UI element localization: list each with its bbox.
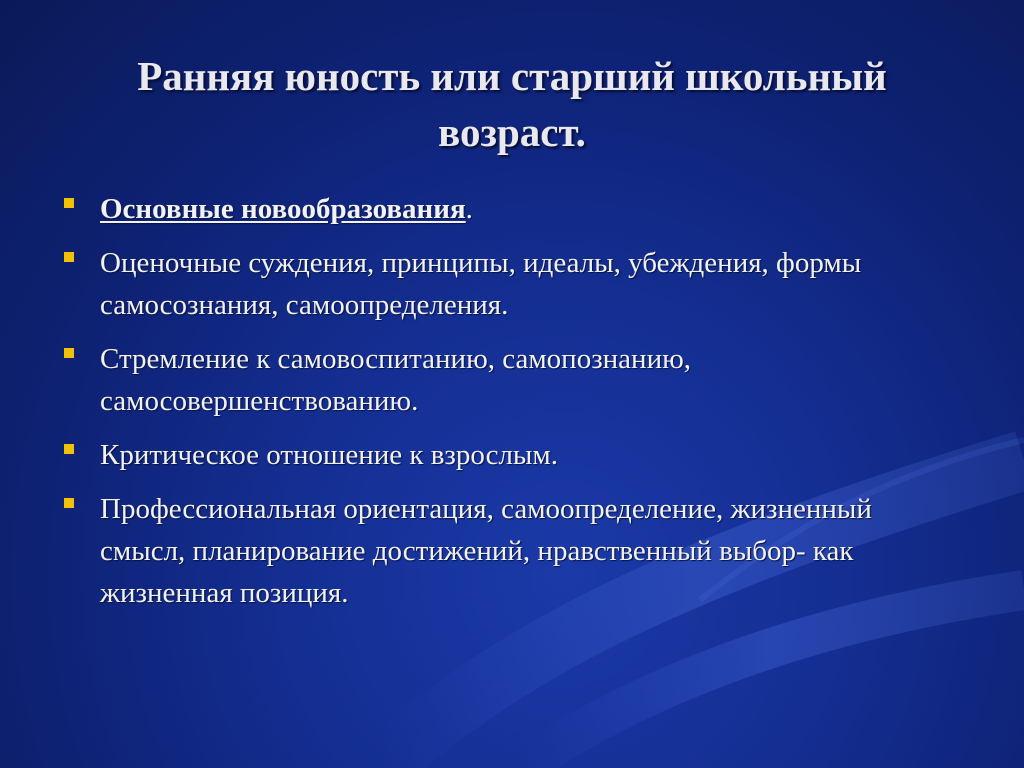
bullet-text: Критическое отношение к взрослым. [100,439,559,471]
bullet-item [62,434,942,476]
square-bullet-icon [64,252,74,262]
bullet-list [62,188,942,626]
square-bullet-icon [64,348,74,358]
bullet-text: Профессиональная ориентация, самоопределение, жизненный смысл, планирование достижений, нравственный выбор- как жизненная позиция. [100,493,872,609]
bullet-bold-text: Основные новообразования [100,193,466,225]
bullet-text: Оценочные суждения, принципы, идеалы, убеждения, формы самосознания, самоопределения. [100,247,862,321]
bullet-item [62,242,942,326]
square-bullet-icon [64,444,74,454]
bullet-item [62,488,942,614]
square-bullet-icon [64,198,74,208]
bullet-text: . [465,193,473,225]
bullet-text: Стремление к самовоспитанию, самопознанию, самосовершенствованию. [100,343,692,417]
square-bullet-icon [64,498,74,508]
bullet-item [62,188,942,230]
bullet-item [62,338,942,422]
slide-title: Ранняя юность или старший школьный возраст. [137,53,887,155]
